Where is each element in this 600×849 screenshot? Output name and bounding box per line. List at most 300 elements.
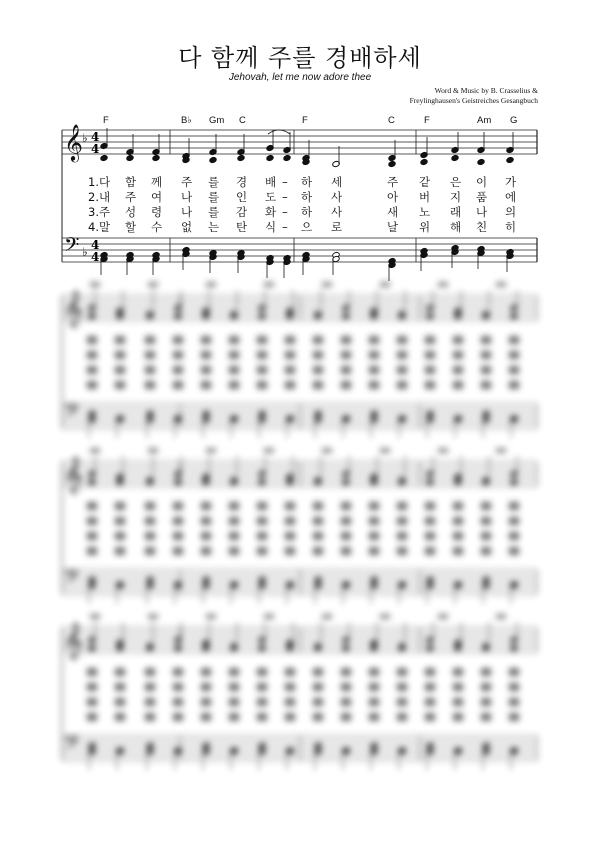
blurred-lyric xyxy=(173,517,183,525)
blurred-lyric xyxy=(341,502,351,510)
blurred-lyric xyxy=(87,381,97,389)
chord-symbol: C xyxy=(239,115,246,126)
note-head xyxy=(426,742,434,749)
blurred-chord xyxy=(496,614,506,619)
blurred-lyric xyxy=(173,668,183,676)
blurred-lyric xyxy=(173,366,183,374)
note-head xyxy=(258,742,266,749)
blurred-lyric xyxy=(397,336,407,344)
blurred-bass-staff xyxy=(62,570,537,594)
blurred-lyric xyxy=(229,698,239,706)
lyric-syllable: 1.다 xyxy=(88,175,111,189)
lyric-syllable: 에 xyxy=(505,190,517,204)
lyric-syllable: 주 xyxy=(387,175,399,189)
lyric-syllable: 세 xyxy=(331,175,343,189)
lyric-syllable: 지 xyxy=(450,190,462,204)
blurred-lyric xyxy=(285,336,295,344)
blurred-lyric xyxy=(201,366,211,374)
blurred-lyric xyxy=(341,547,351,555)
blurred-chord xyxy=(148,614,158,619)
blurred-lyric xyxy=(257,517,267,525)
blurred-lyric xyxy=(313,351,323,359)
blurred-lyric xyxy=(509,668,519,676)
blurred-lyric xyxy=(481,502,491,510)
blurred-lyric xyxy=(341,381,351,389)
blurred-lyric xyxy=(369,698,379,706)
note-head xyxy=(314,576,322,583)
lyric-syllable: 노 xyxy=(419,205,431,219)
blurred-lyric xyxy=(173,713,183,721)
blurred-lyric xyxy=(229,683,239,691)
blurred-lyric xyxy=(229,532,239,540)
blurred-lyric xyxy=(509,502,519,510)
note-head xyxy=(88,410,96,417)
blurred-lyric xyxy=(145,351,155,359)
blurred-lyric xyxy=(201,668,211,676)
blurred-lyric xyxy=(453,336,463,344)
blurred-lyric xyxy=(229,517,239,525)
note-head xyxy=(510,478,518,485)
credit-line-1: Word & Music by B. Crasselius & xyxy=(434,86,538,95)
blurred-lyric xyxy=(285,351,295,359)
treble-clef-icon: 𝄞 xyxy=(64,289,83,327)
blurred-lyric xyxy=(481,547,491,555)
blurred-lyric xyxy=(285,547,295,555)
hymn-subtitle: Jehovah, let me now adore thee xyxy=(228,72,372,83)
blurred-lyric xyxy=(481,336,491,344)
blurred-lyric xyxy=(481,713,491,721)
lyric-syllable: 께 xyxy=(151,175,163,189)
lyric-syllable: 4.말 xyxy=(88,220,111,234)
note-head xyxy=(88,576,96,583)
note-head xyxy=(258,644,266,651)
lyric-syllable: 경 xyxy=(236,175,248,189)
blurred-lyric xyxy=(145,502,155,510)
chord-symbol: F xyxy=(302,115,308,126)
blurred-system xyxy=(62,614,537,770)
blurred-chord xyxy=(438,614,448,619)
blurred-lyric xyxy=(87,547,97,555)
blurred-lyric xyxy=(509,366,519,374)
note-head xyxy=(174,312,182,319)
blurred-lyric xyxy=(425,336,435,344)
lyric-syllable: 같 xyxy=(419,175,431,189)
lyric-syllable: 화 xyxy=(265,205,277,219)
blurred-lyric xyxy=(201,698,211,706)
bass-clef-icon: 𝄢 xyxy=(64,731,80,759)
blurred-lyric xyxy=(115,547,125,555)
blurred-lyric xyxy=(115,532,125,540)
lyric-syllable: 이 xyxy=(476,175,488,189)
blurred-lyric xyxy=(481,683,491,691)
lyric-syllable: 인 xyxy=(236,190,248,204)
blurred-lyric xyxy=(173,336,183,344)
blurred-chord xyxy=(148,282,158,287)
blurred-bass-staff xyxy=(62,404,537,428)
lyric-syllable: 친 xyxy=(476,220,488,234)
blurred-lyric xyxy=(285,683,295,691)
blurred-lyric xyxy=(87,532,97,540)
credit-line-2: Freylinghausen's Geistreiches Gesangbuch xyxy=(409,96,538,105)
blurred-lyric xyxy=(229,381,239,389)
blurred-lyric xyxy=(425,366,435,374)
lyric-syllable: 사 xyxy=(331,190,343,204)
blurred-lyric xyxy=(397,381,407,389)
blurred-lyric xyxy=(257,698,267,706)
blurred-chord xyxy=(264,448,274,453)
blurred-lyric xyxy=(201,547,211,555)
blurred-lyric xyxy=(509,336,519,344)
blurred-treble-staff xyxy=(62,628,537,652)
blurred-lyric xyxy=(173,698,183,706)
flat-icon: ♭ xyxy=(82,245,88,259)
blurred-lyric xyxy=(115,336,125,344)
blurred-lyric xyxy=(425,698,435,706)
blurred-lyric xyxy=(285,502,295,510)
blurred-lyric xyxy=(285,366,295,374)
blurred-lyric xyxy=(369,502,379,510)
note-head xyxy=(426,576,434,583)
lyric-syllable: – xyxy=(282,190,288,204)
blurred-chord xyxy=(322,614,332,619)
blurred-lyric xyxy=(453,683,463,691)
lyric-syllable: 탄 xyxy=(236,220,248,234)
blurred-bass-staff xyxy=(62,736,537,760)
note-head xyxy=(314,410,322,417)
blurred-lyric xyxy=(87,351,97,359)
blurred-lyric xyxy=(229,713,239,721)
blurred-chord xyxy=(206,448,216,453)
blurred-lyric xyxy=(453,698,463,706)
lyric-syllable: 령 xyxy=(151,205,163,219)
blurred-lyric xyxy=(313,547,323,555)
blurred-chord xyxy=(264,282,274,287)
bass-clef-icon: 𝄢 xyxy=(64,233,80,261)
blurred-lyric xyxy=(453,366,463,374)
note-head xyxy=(88,312,96,319)
blurred-lyric xyxy=(173,683,183,691)
blurred-lyric xyxy=(369,547,379,555)
blurred-chord xyxy=(148,448,158,453)
lyric-syllable: 날 xyxy=(387,220,399,234)
bass-clef-icon: 𝄢 xyxy=(64,565,80,593)
blurred-lyric xyxy=(173,532,183,540)
note-head xyxy=(482,410,490,417)
note-head xyxy=(88,478,96,485)
blurred-lyric xyxy=(397,713,407,721)
lyric-syllable: 3.주 xyxy=(88,205,111,219)
blurred-lyric xyxy=(145,668,155,676)
blurred-lyric xyxy=(397,351,407,359)
note-head xyxy=(482,576,490,583)
blurred-lyric xyxy=(115,683,125,691)
blurred-lyric xyxy=(229,366,239,374)
note-head xyxy=(370,576,378,583)
blurred-lyric xyxy=(481,366,491,374)
blurred-chord xyxy=(90,448,100,453)
blurred-system xyxy=(62,282,537,438)
lyric-syllable: – xyxy=(282,175,288,189)
lyric-syllable: 버 xyxy=(419,190,431,204)
lyric-syllable: 해 xyxy=(450,220,462,234)
blurred-lyric xyxy=(173,381,183,389)
lyric-syllable: 없 xyxy=(181,220,193,234)
blurred-lyric xyxy=(313,668,323,676)
lyric-syllable: 으 xyxy=(301,220,313,234)
blurred-lyric xyxy=(87,668,97,676)
blurred-lyric xyxy=(313,517,323,525)
blurred-lyric xyxy=(285,517,295,525)
lyric-syllable: 성 xyxy=(125,205,137,219)
blurred-lyric xyxy=(173,547,183,555)
blurred-chord xyxy=(380,614,390,619)
blurred-lyric xyxy=(341,713,351,721)
blurred-lyric xyxy=(453,502,463,510)
blurred-lyric xyxy=(341,366,351,374)
blurred-lyric xyxy=(481,532,491,540)
blurred-lyric xyxy=(145,517,155,525)
blurred-lyric xyxy=(145,366,155,374)
blurred-lyric xyxy=(257,366,267,374)
chord-symbol: Gm xyxy=(209,115,225,126)
lyric-syllable: 주 xyxy=(181,175,193,189)
lyric-syllable: 는 xyxy=(208,220,220,234)
lyric-syllable: 히 xyxy=(505,220,517,234)
blurred-system xyxy=(62,448,537,604)
blurred-treble-staff xyxy=(62,296,537,320)
chord-symbol: G xyxy=(510,115,518,126)
blurred-lyric xyxy=(369,351,379,359)
blurred-chord xyxy=(496,282,506,287)
blurred-lyric xyxy=(425,713,435,721)
blurred-lyric xyxy=(341,668,351,676)
lyric-syllable: 2.내 xyxy=(88,190,111,204)
blurred-lyric xyxy=(285,698,295,706)
note-head xyxy=(426,478,434,485)
blurred-lyric xyxy=(341,532,351,540)
note-head xyxy=(202,742,210,749)
blurred-lyric xyxy=(509,517,519,525)
blurred-lyric xyxy=(397,517,407,525)
blurred-lyric xyxy=(453,668,463,676)
lyric-syllable: 함 xyxy=(125,175,137,189)
blurred-lyric xyxy=(145,336,155,344)
blurred-lyric xyxy=(509,713,519,721)
lyric-syllable: 를 xyxy=(208,205,220,219)
note-head xyxy=(342,644,350,651)
note-head xyxy=(258,478,266,485)
lyric-syllable: 할 xyxy=(125,220,137,234)
blurred-lyric xyxy=(341,683,351,691)
blurred-lyric xyxy=(201,351,211,359)
chord-symbol: F xyxy=(424,115,430,126)
blurred-lyric xyxy=(145,381,155,389)
blurred-lyric xyxy=(369,532,379,540)
blurred-chord xyxy=(206,282,216,287)
lyric-syllable: 사 xyxy=(331,205,343,219)
note-head xyxy=(258,312,266,319)
blurred-chord xyxy=(380,448,390,453)
blurred-chord xyxy=(380,282,390,287)
lyric-syllable: 하 xyxy=(301,190,313,204)
blurred-lyric xyxy=(313,366,323,374)
blurred-lyric xyxy=(115,668,125,676)
note-head xyxy=(258,576,266,583)
blurred-lyric xyxy=(145,713,155,721)
lyric-syllable: 도 xyxy=(265,190,277,204)
blurred-chord xyxy=(206,614,216,619)
blurred-lyric xyxy=(201,683,211,691)
lyric-syllable: 새 xyxy=(387,205,399,219)
blurred-lyric xyxy=(369,336,379,344)
blurred-lyric xyxy=(257,502,267,510)
blurred-lyric xyxy=(115,698,125,706)
lyric-syllable: 로 xyxy=(331,220,343,234)
blurred-lyric xyxy=(425,351,435,359)
blurred-lyric xyxy=(87,502,97,510)
blurred-lyric xyxy=(257,547,267,555)
note-head xyxy=(146,742,154,749)
blurred-lyric xyxy=(397,698,407,706)
blurred-lyric xyxy=(509,381,519,389)
note-head xyxy=(482,742,490,749)
blurred-lyric xyxy=(285,381,295,389)
blurred-lyric xyxy=(173,351,183,359)
blurred-lyric xyxy=(313,683,323,691)
lyric-syllable: – xyxy=(282,220,288,234)
blurred-lyric xyxy=(425,547,435,555)
bass-clef-icon: 𝄢 xyxy=(64,399,80,427)
blurred-lyric xyxy=(229,547,239,555)
blurred-lyric xyxy=(87,683,97,691)
lyric-syllable: – xyxy=(282,205,288,219)
blurred-chord xyxy=(90,282,100,287)
blurred-lyric xyxy=(145,532,155,540)
blurred-lyric xyxy=(285,668,295,676)
lyric-syllable: 수 xyxy=(151,220,163,234)
blurred-lyric xyxy=(201,336,211,344)
lyric-syllable: 배 xyxy=(265,175,277,189)
blurred-lyric xyxy=(313,532,323,540)
chord-symbol: Am xyxy=(477,115,492,126)
treble-time-bottom: 4 xyxy=(91,142,100,156)
blurred-lyric xyxy=(369,517,379,525)
treble-time-top: 4 xyxy=(91,130,100,144)
blurred-lyric xyxy=(87,713,97,721)
note-head xyxy=(88,644,96,651)
blurred-lyric xyxy=(257,351,267,359)
note-head xyxy=(342,312,350,319)
blurred-lyric xyxy=(481,668,491,676)
note-head xyxy=(174,644,182,651)
note-head xyxy=(510,312,518,319)
blurred-chord xyxy=(496,448,506,453)
blurred-lyric xyxy=(397,366,407,374)
blurred-lyric xyxy=(481,381,491,389)
blurred-lyric xyxy=(285,713,295,721)
blurred-lyric xyxy=(397,502,407,510)
note-head xyxy=(146,576,154,583)
blurred-lyric xyxy=(115,351,125,359)
hymn-title: 다 함께 주를 경배하세 xyxy=(178,44,422,72)
blurred-lyric xyxy=(397,547,407,555)
blurred-lyric xyxy=(509,683,519,691)
flat-icon: ♭ xyxy=(82,131,88,145)
chord-symbol: B♭ xyxy=(181,115,192,126)
bass-time-top: 4 xyxy=(91,238,100,252)
note-head xyxy=(202,576,210,583)
blurred-lyric xyxy=(257,683,267,691)
blurred-lyric xyxy=(87,517,97,525)
blurred-lyric xyxy=(369,713,379,721)
blurred-lyric xyxy=(509,532,519,540)
blurred-lyric xyxy=(145,683,155,691)
blurred-lyric xyxy=(481,351,491,359)
blurred-lyric xyxy=(87,336,97,344)
note-head xyxy=(370,410,378,417)
blurred-lyric xyxy=(87,698,97,706)
blurred-lyric xyxy=(257,668,267,676)
note-head xyxy=(510,644,518,651)
blurred-lyric xyxy=(201,381,211,389)
lyric-syllable: 식 xyxy=(265,220,277,234)
blurred-lyric xyxy=(369,366,379,374)
bass-time-bottom: 4 xyxy=(91,250,100,264)
lyric-syllable: 를 xyxy=(208,190,220,204)
chord-symbol: F xyxy=(103,115,109,126)
blurred-lyric xyxy=(257,336,267,344)
note-head xyxy=(426,410,434,417)
blurred-chord xyxy=(322,448,332,453)
blurred-lyric xyxy=(115,713,125,721)
blurred-lyric xyxy=(425,532,435,540)
treble-clef-icon: 𝄞 xyxy=(64,621,83,659)
note-head xyxy=(314,742,322,749)
chord-symbol: C xyxy=(388,115,395,126)
lyric-syllable: 품 xyxy=(476,190,488,204)
blurred-lyric xyxy=(201,713,211,721)
note-head xyxy=(174,478,182,485)
lyric-syllable: 주 xyxy=(125,190,137,204)
blurred-lyric xyxy=(397,668,407,676)
blurred-lyric xyxy=(453,713,463,721)
lyric-syllable: 나 xyxy=(181,190,193,204)
note-head xyxy=(370,742,378,749)
blurred-lyric xyxy=(115,381,125,389)
blurred-lyric xyxy=(341,698,351,706)
blurred-lyric xyxy=(145,547,155,555)
blurred-lyric xyxy=(425,517,435,525)
blurred-lyric xyxy=(313,713,323,721)
blurred-chord xyxy=(322,282,332,287)
blurred-lyric xyxy=(425,668,435,676)
blurred-lyric xyxy=(145,698,155,706)
blurred-lyric xyxy=(229,668,239,676)
blurred-lyric xyxy=(313,336,323,344)
lyric-syllable: 래 xyxy=(450,205,462,219)
blurred-lyric xyxy=(481,698,491,706)
blurred-treble-staff xyxy=(62,462,537,486)
blurred-lyric xyxy=(397,532,407,540)
blurred-lyric xyxy=(201,532,211,540)
lyric-syllable: 하 xyxy=(301,205,313,219)
blurred-lyric xyxy=(453,351,463,359)
treble-clef-icon: 𝄞 xyxy=(64,455,83,493)
blurred-lyric xyxy=(425,381,435,389)
blurred-lyric xyxy=(257,532,267,540)
blurred-lyric xyxy=(257,713,267,721)
blurred-lyric xyxy=(229,351,239,359)
